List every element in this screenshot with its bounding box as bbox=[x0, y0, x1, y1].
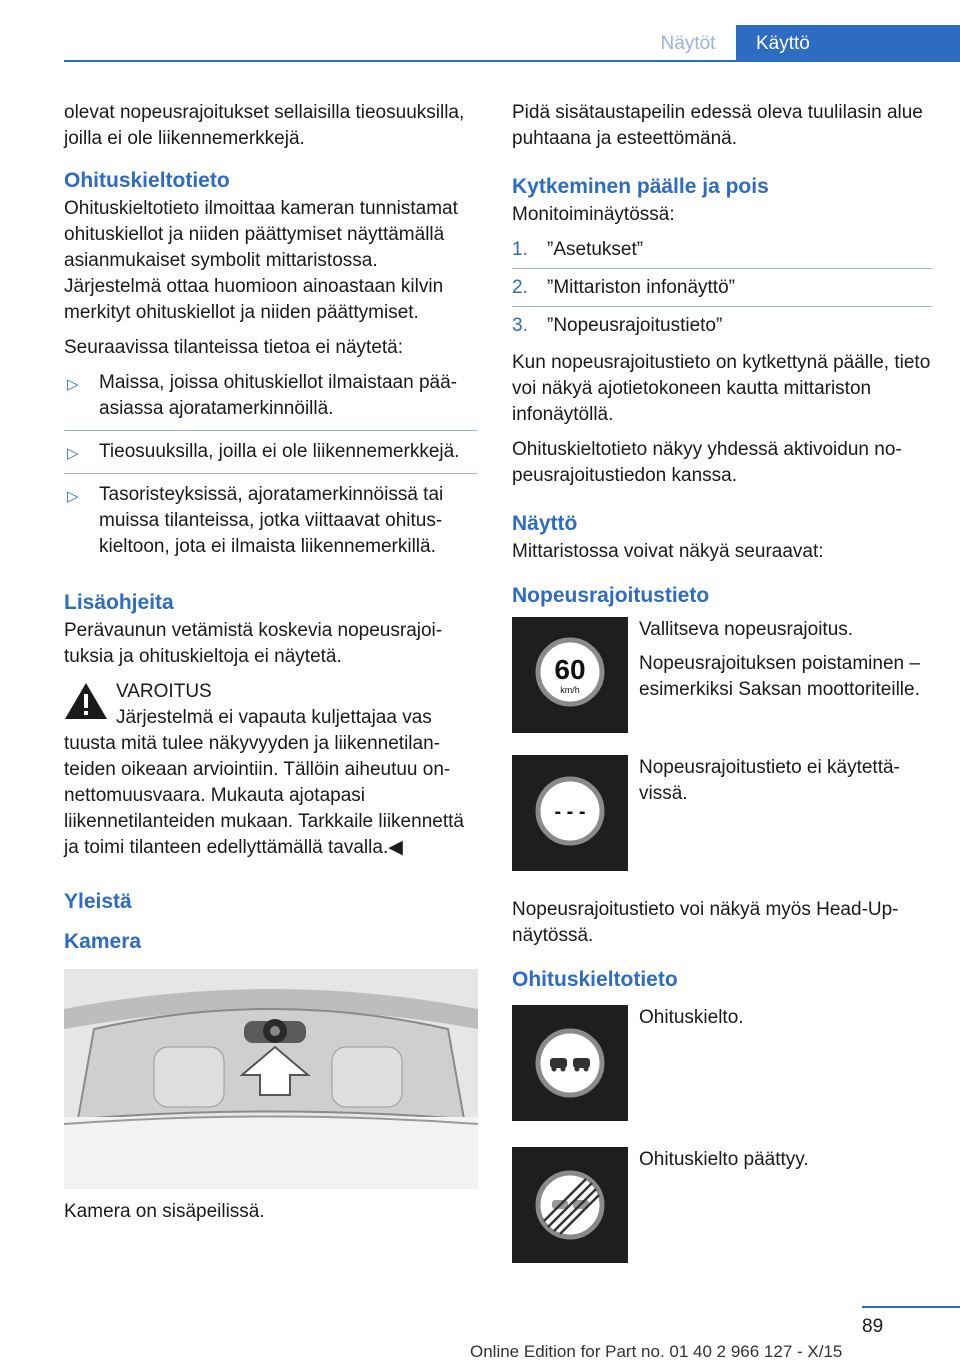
no-overtake-text bbox=[639, 1005, 932, 1039]
tab-naytot[interactable]: Näytöt bbox=[660, 32, 716, 54]
speed-na-sign bbox=[512, 755, 628, 871]
no-overtake-end-paragraph: Ohituskielto päättyy. bbox=[639, 1149, 809, 1170]
speed-limit-sign-icon bbox=[512, 617, 628, 733]
overtake-paragraph-1: Ohituskieltotieto ilmoittaa kameran tunnistamat ohituskiellot ja niiden päättymiset näyttämällä asianmukaiset symbolit mittaristossa. Järjestelmä ottaa huomioon ainoastaan kilvin merkityt ohituskiellot ja niiden päättymiset. bbox=[64, 198, 458, 323]
no-overtake-end-text bbox=[639, 1147, 932, 1181]
warning-triangle-icon bbox=[64, 681, 108, 721]
list-item bbox=[512, 313, 932, 344]
heading-general: Yleistä bbox=[64, 890, 132, 913]
list-item bbox=[64, 482, 478, 568]
speed-na-paragraph: Nopeusrajoitustieto ei käytettävissä. bbox=[639, 757, 900, 804]
list-item-text: Tieosuuksilla, joilla ei ole liikennemerkkejä. bbox=[99, 441, 460, 462]
list-item bbox=[512, 275, 932, 307]
footer-rule bbox=[862, 1306, 960, 1308]
list-item bbox=[64, 370, 478, 431]
camera-photo bbox=[64, 969, 478, 1189]
warning-text: tuusta mitä tulee näkyvyyden ja liikennetilanteiden oikeaan arviointiin. Tällöin aiheutuu onnettomuusvaara. Mukauta ajotapasi liikennetilanteiden mukaan. Tarkkaile liikennettä ja toimi tilanteen edellyttämällä tavalla.◀ bbox=[64, 733, 464, 858]
list-item-text: Tasoristeyksissä, ajoratamerkinnöissä tai muissa tilanteissa, jotka viittaavat ohituskieltoon, jota ei ilmaista liikennemerkillä. bbox=[99, 484, 444, 557]
speed-dashes: - - - bbox=[554, 801, 586, 823]
sign-row-speed-na bbox=[512, 755, 932, 879]
warning-block bbox=[64, 679, 478, 861]
heading-camera: Kamera bbox=[64, 930, 142, 953]
no-overtaking-icon bbox=[512, 1005, 628, 1121]
speed-sign-text bbox=[639, 617, 932, 711]
no-overtake-end-sign bbox=[512, 1147, 628, 1263]
switch-paragraph-2: Kun nopeusrajoitustieto on kytkettynä päälle, tieto voi näkyä ajotietokoneen kautta mittariston infonäytöllä. bbox=[512, 352, 931, 425]
no-overtake-paragraph: Ohituskielto. bbox=[639, 1007, 744, 1028]
speed-text-2: Nopeusrajoituksen poistaminen – esimerkiksi Saksan moottoriteille. bbox=[639, 653, 920, 700]
conditions-list bbox=[64, 370, 478, 568]
speed-unavailable-icon bbox=[512, 755, 628, 871]
hud-paragraph: Nopeusrajoitustieto voi näkyä myös Head-Up-näytössä. bbox=[512, 899, 899, 946]
switch-paragraph: Monitoiminäytössä: bbox=[512, 204, 675, 225]
header-rule bbox=[64, 60, 960, 62]
more-info-paragraph: Perävaunun vetämistä koskevia nopeusrajoituksia ja ohituskieltoja ei näytetä. bbox=[64, 620, 443, 667]
steps-list bbox=[512, 237, 932, 344]
heading-overtake-info-2: Ohituskieltotieto bbox=[512, 968, 678, 991]
speed-unit: km/h bbox=[560, 685, 580, 695]
display-paragraph: Mittaristossa voivat näkyä seuraavat: bbox=[512, 541, 824, 562]
speed-na-text bbox=[639, 755, 932, 815]
heading-speed-info: Nopeusrajoitustieto bbox=[512, 584, 710, 607]
left-column bbox=[64, 100, 478, 1234]
step-number: 1. bbox=[512, 239, 528, 260]
speed-text-1: Vallitseva nopeusrajoitus. bbox=[639, 619, 854, 640]
sign-row-speed bbox=[512, 617, 932, 737]
step-text: ”Asetukset” bbox=[547, 239, 644, 260]
overtake-paragraph-2: Seuraavissa tilanteissa tietoa ei näytetä: bbox=[64, 337, 404, 358]
heading-overtake-info: Ohituskieltotieto bbox=[64, 169, 230, 192]
list-item bbox=[512, 237, 932, 269]
page-number: 89 bbox=[862, 1316, 884, 1337]
heading-display: Näyttö bbox=[512, 512, 578, 535]
heading-more-info: Lisäohjeita bbox=[64, 591, 174, 614]
no-overtake-sign bbox=[512, 1005, 628, 1121]
sign-row-no-overtake bbox=[512, 1005, 932, 1129]
triangle-bullet-icon: ▷ bbox=[67, 376, 79, 393]
heading-switch-on-off: Kytkeminen päälle ja pois bbox=[512, 175, 769, 198]
end-of-no-overtaking-icon bbox=[512, 1147, 628, 1263]
right-column bbox=[512, 100, 932, 1283]
triangle-bullet-icon: ▷ bbox=[67, 488, 79, 505]
left-intro: olevat nopeusrajoitukset sellaisilla tieosuuksilla, joilla ei ole liikennemerkkejä. bbox=[64, 102, 465, 149]
sign-row-no-overtake-end bbox=[512, 1147, 932, 1265]
step-number: 3. bbox=[512, 315, 528, 336]
footer-edition: Online Edition for Part no. 01 40 2 966 127 - X/15 bbox=[470, 1342, 843, 1361]
speed-limit-sign bbox=[512, 617, 628, 733]
right-intro: Pidä sisätaustapeilin edessä oleva tuulilasin alue puhtaana ja esteettömänä. bbox=[512, 102, 923, 149]
step-number: 2. bbox=[512, 277, 528, 298]
tab-kaytto[interactable]: Käyttö bbox=[736, 25, 960, 62]
triangle-bullet-icon: ▷ bbox=[67, 445, 79, 462]
warning-text-first-line: Järjestelmä ei vapauta kuljettajaa vas bbox=[116, 707, 432, 728]
speed-value: 60 bbox=[554, 654, 586, 685]
list-item-text: Maissa, joissa ohituskiellot ilmaistaan pääasiassa ajoratamerkinnöillä. bbox=[99, 372, 457, 419]
step-text: ”Nopeusrajoitustieto” bbox=[547, 315, 723, 336]
warning-title: VAROITUS bbox=[116, 681, 212, 702]
switch-paragraph-3: Ohituskieltotieto näkyy yhdessä aktivoidun nopeusrajoitustiedon kanssa. bbox=[512, 439, 902, 486]
list-item bbox=[64, 439, 478, 474]
camera-caption: Kamera on sisäpeilissä. bbox=[64, 1201, 265, 1222]
step-text: ”Mittariston infonäyttö” bbox=[547, 277, 735, 298]
